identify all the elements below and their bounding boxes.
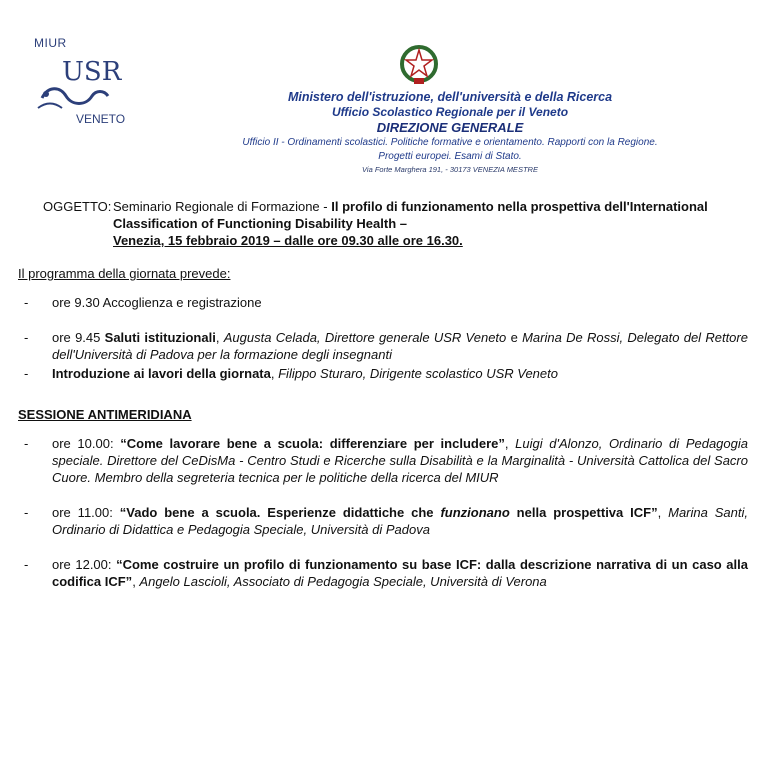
item-speaker: Marina De Rossi, Delegato del Rettore dell'Università di Padova per la formazione degli insegnanti [52, 330, 748, 362]
usr-veneto-logo [34, 36, 134, 128]
ministry-header [140, 90, 760, 176]
item-speaker: Luigi d'Alonzo, Ordinario di Pedagogia speciale. Direttore del CeDisMa - Centro Studi e Ricerche sulla Disabilità e la Marginalità - Università Cattolica del Sacro Cuore. Membro della segreteria tecnica per le politiche della ricerca del MIUR [52, 436, 748, 485]
item-title: “Vado bene a scuola. Esperienze didattiche che [119, 505, 434, 520]
oggetto-date: Venezia, 15 febbraio 2019 – dalle ore 09.30 alle ore 16.30. [113, 233, 463, 248]
logo-usr-text: USR [62, 57, 122, 87]
letter-body [18, 198, 748, 590]
item-time: ore 10.00: [52, 436, 114, 451]
item-time: ore 11.00: [52, 505, 113, 520]
item-conj: e [510, 330, 518, 345]
list-dash: - [24, 330, 29, 345]
progetti-line: Progetti europei. Esami di Stato. [378, 151, 522, 162]
item-title-italic: funzionano [440, 505, 510, 520]
session-title: SESSIONE ANTIMERIDIANA [18, 407, 192, 422]
item-time: ore 12.00: [52, 557, 112, 572]
item-title: “Come costruire un profilo di funzionamento su base ICF: dalla descrizione narrativa di un caso alla codifica ICF” [52, 557, 748, 589]
oggetto-title: Il profilo di funzionamento nella prospettiva dell'International Classification of Functioning Disability Health – [113, 199, 708, 231]
logo-miur-text: MIUR [34, 36, 67, 50]
list-item [18, 294, 748, 311]
oggetto-label: OGGETTO: [43, 199, 112, 214]
session-list [18, 435, 748, 590]
oggetto-pre: Seminario Regionale di Formazione - [113, 199, 328, 214]
list-item: - Introduzione ai lavori della giornata, Filippo Sturaro, Dirigente scolastico USR Veneto [24, 366, 558, 381]
item-title: Saluti istituzionali [104, 330, 216, 345]
direzione-generale: DIREZIONE GENERALE [376, 120, 524, 135]
list-dash: - [24, 366, 29, 381]
programma-list [18, 294, 748, 382]
list-dash: - [24, 505, 29, 520]
item-speaker: Filippo Sturaro, Dirigente scolastico USR Veneto [278, 366, 558, 381]
office-name: Ufficio Scolastico Regionale per il Veneto [331, 105, 569, 119]
ufficio-line: Ufficio II - Ordinamenti scolastici. Politiche formative e orientamento. Rapporti con la Regione. [242, 137, 658, 148]
italian-republic-emblem-icon [400, 42, 438, 86]
list-item: - ore 12.00: “Come costruire un profilo di funzionamento su base ICF: dalla descrizione narrativa di un caso alla codifica ICF”, Angelo Lascioli, Associato di Pedagogia Speciale, Università di Verona [24, 557, 748, 589]
list-dash: - [24, 557, 29, 572]
usr-logo-mark-icon [34, 50, 134, 120]
item-title: “Come lavorare bene a scuola: differenziare per includere” [120, 436, 505, 451]
list-item: - ore 9.45 Saluti istituzionali, Augusta Celada, Direttore generale USR Veneto e Marina De Rossi, Delegato del Rettore dell'Università di Padova per la formazione degli insegnanti [24, 330, 748, 362]
programma-intro: Il programma della giornata prevede: [18, 266, 231, 281]
item-speaker: Angelo Lascioli, Associato di Pedagogia Speciale, Università di Verona [139, 574, 547, 589]
item-speaker: Augusta Celada, Direttore generale USR Veneto [223, 330, 507, 345]
item-title: nella prospettiva ICF” [516, 505, 658, 520]
list-dash: - [24, 436, 29, 451]
oggetto-block [18, 198, 748, 249]
item-title: Introduzione ai lavori della giornata [52, 366, 271, 381]
logo-veneto-text: VENETO [76, 112, 126, 126]
item-time: ore 9.45 [52, 330, 101, 345]
address-line: Via Forte Marghera 191, - 30173 VENEZIA MESTRE [362, 165, 538, 174]
ministry-name: Ministero dell'istruzione, dell'università e della Ricerca [287, 90, 613, 104]
item-speaker: Marina Santi, Ordinario di Didattica e Pedagogia Speciale, Università di Padova [52, 505, 748, 537]
item-text: ore 9.30 Accoglienza e registrazione [52, 295, 262, 310]
list-item: - ore 11.00: “Vado bene a scuola. Esperienze didattiche che funzionano nella prospettiva ICF”, Marina Santi, Ordinario di Didattica e Pedagogia Speciale, Università di Padova [24, 505, 748, 537]
list-item: - ore 10.00: “Come lavorare bene a scuola: differenziare per includere”, Luigi d'Alonzo, Ordinario di Pedagogia speciale. Direttore del CeDisMa - Centro Studi e Ricerche sulla Disabilità e la Marginalità - Università Cattolica del Sacro Cuore. Membro della segreteria tecnica per le politiche della ricerca del MIUR [24, 436, 748, 485]
list-dash: - [24, 295, 29, 310]
